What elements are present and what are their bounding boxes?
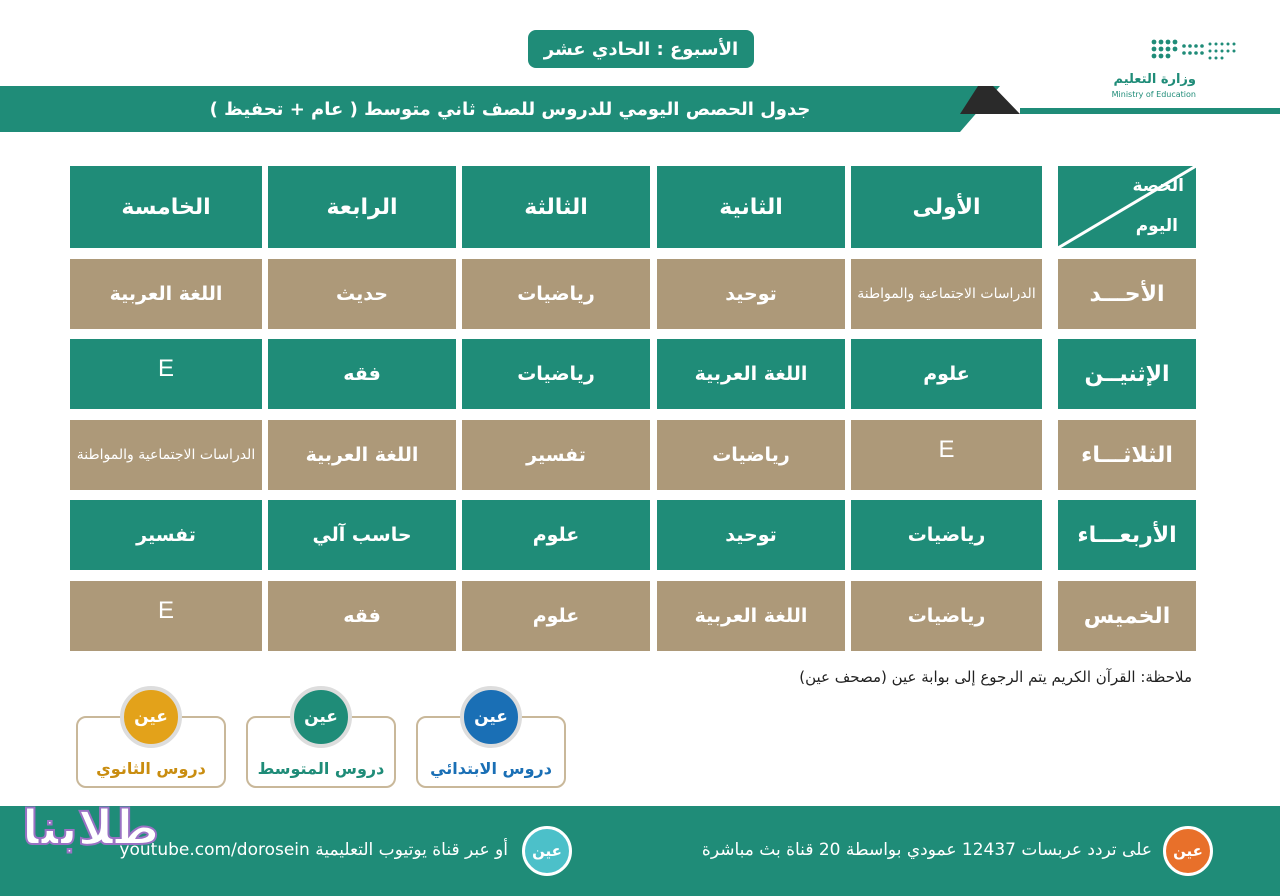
period-header-4: الرابعة: [268, 166, 456, 248]
subject-cell: تفسير: [462, 420, 650, 490]
watermark-logo: طلابنا: [22, 800, 160, 856]
ein-logo-icon: عين: [290, 686, 352, 748]
subject-cell: اللغة العربية: [70, 259, 262, 329]
title-band-line: [1020, 108, 1280, 114]
subject-cell: الدراسات الاجتماعية والمواطنة: [70, 420, 262, 490]
corner-day-label: اليوم: [1135, 216, 1178, 236]
corner-period-label: الحصة: [1132, 176, 1184, 196]
subject-cell: حاسب آلي: [268, 500, 456, 570]
period-header-1: الأولى: [851, 166, 1042, 248]
subject-cell: رياضيات: [851, 581, 1042, 651]
footer-youtube-text[interactable]: أو عبر قناة يوتيوب التعليمية youtube.com/dorosein: [119, 840, 508, 860]
day-cell: الأحـــد: [1058, 259, 1196, 329]
channel-card-elementary[interactable]: [416, 707, 566, 788]
period-header-5: الخامسة: [70, 166, 262, 248]
period-header-2: الثانية: [657, 166, 845, 248]
subject-cell: فقه: [268, 339, 456, 409]
subject-cell: تفسير: [70, 500, 262, 570]
ministry-name-en: Ministry of Education: [1111, 90, 1196, 99]
page-title: جدول الحصص اليومي للدروس للصف ثاني متوسط ( عام + تحفيظ ): [209, 98, 811, 120]
ein-logo-icon: عين: [460, 686, 522, 748]
subject-cell: رياضيات: [462, 339, 650, 409]
subject-cell: اللغة العربية: [268, 420, 456, 490]
subject-cell: الدراسات الاجتماعية والمواطنة: [851, 259, 1042, 329]
ministry-logo-icon: [1150, 36, 1240, 68]
subject-cell: E: [70, 339, 262, 409]
channel-label: دروس المتوسط: [257, 759, 385, 778]
table-corner-cell: [1058, 166, 1196, 248]
ein-youtube-logo-icon: عين: [522, 826, 572, 876]
subject-cell: توحيد: [657, 500, 845, 570]
ministry-name-ar: وزارة التعليم: [1113, 72, 1196, 87]
ein-logo-icon: عين: [120, 686, 182, 748]
subject-cell: علوم: [851, 339, 1042, 409]
day-cell: الإثنيــن: [1058, 339, 1196, 409]
day-cell: الخميس: [1058, 581, 1196, 651]
subject-cell: توحيد: [657, 259, 845, 329]
channel-label: دروس الثانوي: [96, 759, 206, 778]
subject-cell: اللغة العربية: [657, 581, 845, 651]
subject-cell: علوم: [462, 581, 650, 651]
subject-cell: اللغة العربية: [657, 339, 845, 409]
week-label: الأسبوع : الحادي عشر: [528, 30, 754, 68]
ein-satellite-logo-icon: عين: [1163, 826, 1213, 876]
channel-card-intermediate[interactable]: [246, 707, 396, 788]
subject-cell: رياضيات: [851, 500, 1042, 570]
channel-card-secondary[interactable]: [76, 707, 226, 788]
channel-label: دروس الابتدائي: [430, 759, 552, 778]
subject-cell: رياضيات: [462, 259, 650, 329]
subject-cell: علوم: [462, 500, 650, 570]
subject-cell: حديث: [268, 259, 456, 329]
period-header-3: الثالثة: [462, 166, 650, 248]
day-cell: الأربعـــاء: [1058, 500, 1196, 570]
subject-cell: E: [851, 420, 1042, 490]
day-cell: الثلاثـــاء: [1058, 420, 1196, 490]
footer-satellite-text: على تردد عربسات 12437 عمودي بواسطة 20 قناة بث مباشرة: [701, 840, 1152, 860]
subject-cell: E: [70, 581, 262, 651]
subject-cell: رياضيات: [657, 420, 845, 490]
note-text: ملاحظة: القرآن الكريم يتم الرجوع إلى بوابة عين (مصحف عين): [799, 668, 1192, 686]
subject-cell: فقه: [268, 581, 456, 651]
